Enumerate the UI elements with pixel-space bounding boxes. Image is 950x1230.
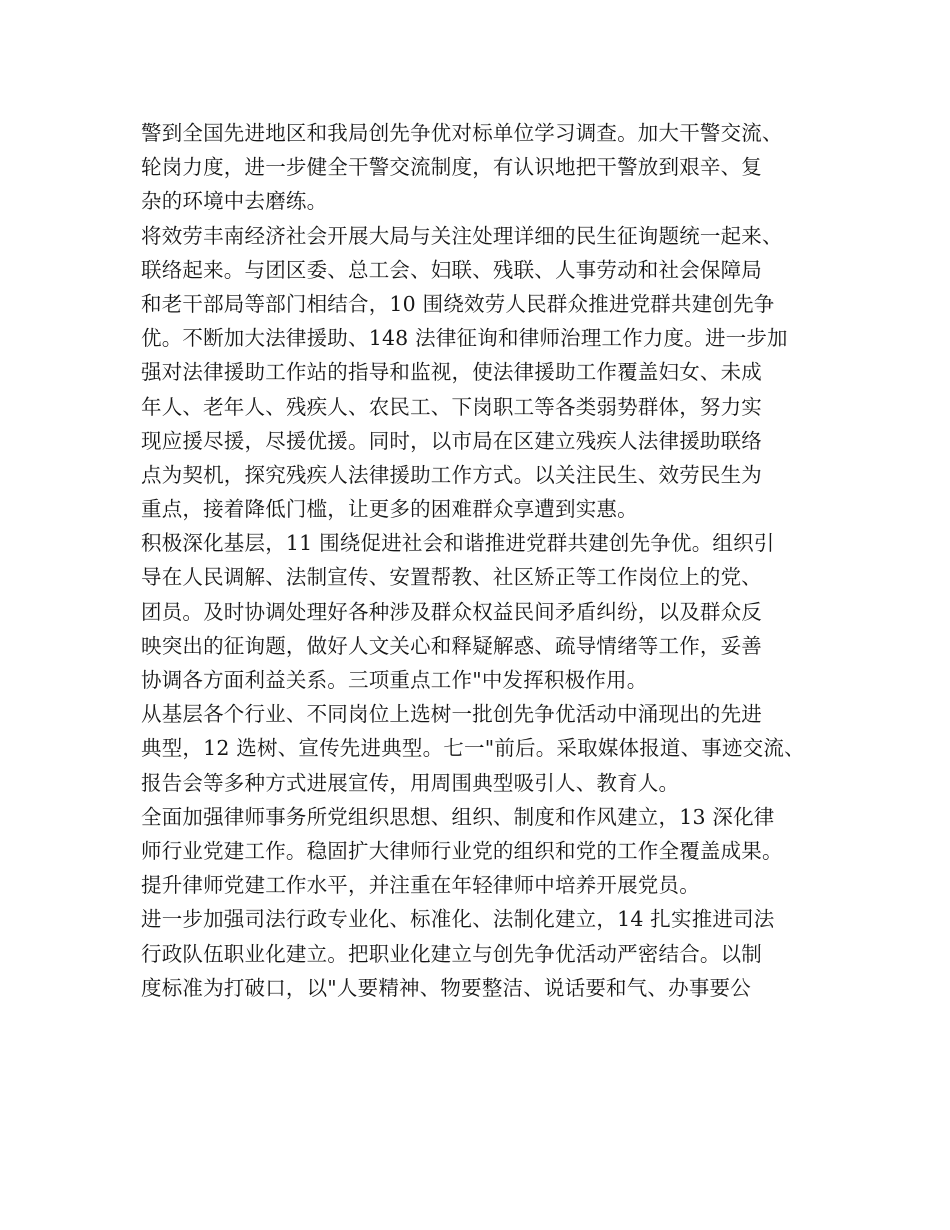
text-line: 导在人民调解、法制宣传、安置帮教、社区矫正等工作岗位上的党、: [141, 565, 762, 590]
text-line: 典型，12 选树、宣传先进典型。七一"前后。采取媒体报道、事迹交流、: [141, 736, 805, 761]
text-line: 从基层各个行业、不同岗位上选树一批创先争优活动中涌现出的先进: [141, 702, 762, 727]
text-line: 度标准为打破口，以"人要精神、物要整洁、说话要和气、办事要公: [141, 975, 751, 1000]
text-line: 重点，接着降低门槛，让更多的困难群众享遭到实惠。: [141, 497, 638, 522]
text-line: 现应援尽援，尽援优援。同时，以市局在区建立残疾人法律援助联络: [141, 428, 762, 453]
text-line: 优。不断加大法律援助、148 法律征询和律师治理工作力度。进一步加: [141, 326, 788, 351]
text-line: 行政队伍职业化建立。把职业化建立与创先争优活动严密结合。以制: [141, 941, 762, 966]
text-line: 年人、老年人、残疾人、农民工、下岗职工等各类弱势群体，努力实: [141, 394, 762, 419]
text-line: 轮岗力度，进一步健全干警交流制度，有认识地把干警放到艰辛、复: [141, 155, 762, 180]
text-line: 警到全国先进地区和我局创先争优对标单位学习调查。加大干警交流、: [141, 121, 783, 145]
text-line: 点为契机，探究残疾人法律援助工作方式。以关注民生、效劳民生为: [141, 462, 762, 487]
text-line: 进一步加强司法行政专业化、标准化、法制化建立，14 扎实推进司法: [141, 907, 775, 932]
text-line: 团员。及时协调处理好各种涉及群众权益民间矛盾纠纷，以及群众反: [141, 599, 762, 624]
text-line: 协调各方面利益关系。三项重点工作"中发挥积极作用。: [141, 668, 648, 692]
text-line: 和老干部局等部门相结合，10 围绕效劳人民群众推进党群共建创先争: [141, 291, 775, 316]
text-line: 积极深化基层，11 围绕促进社会和谐推进党群共建创先争优。组织引: [141, 531, 775, 556]
text-line: 杂的环境中去磨练。: [141, 189, 328, 214]
text-line: 联络起来。与团区委、总工会、妇联、残联、人事劳动和社会保障局: [141, 257, 762, 282]
body-text: [141, 116, 831, 1005]
text-line: 提升律师党建工作水平，并注重在年轻律师中培养开展党员。: [141, 873, 700, 898]
text-line: 映突出的征询题，做好人文关心和释疑解惑、疏导情绪等工作，妥善: [141, 633, 762, 658]
text-line: 报告会等多种方式进展宣传，用周围典型吸引人、教育人。: [141, 770, 680, 795]
text-line: 师行业党建工作。稳固扩大律师行业党的组织和党的工作全覆盖成果。: [141, 838, 783, 863]
text-line: 强对法律援助工作站的指导和监视，使法律援助工作覆盖妇女、未成: [141, 360, 762, 385]
text-line: 将效劳丰南经济社会开展大局与关注处理详细的民生征询题统一起来、: [141, 223, 783, 248]
text-line: 全面加强律师事务所党组织思想、组织、制度和作风建立，13 深化律: [141, 804, 775, 829]
